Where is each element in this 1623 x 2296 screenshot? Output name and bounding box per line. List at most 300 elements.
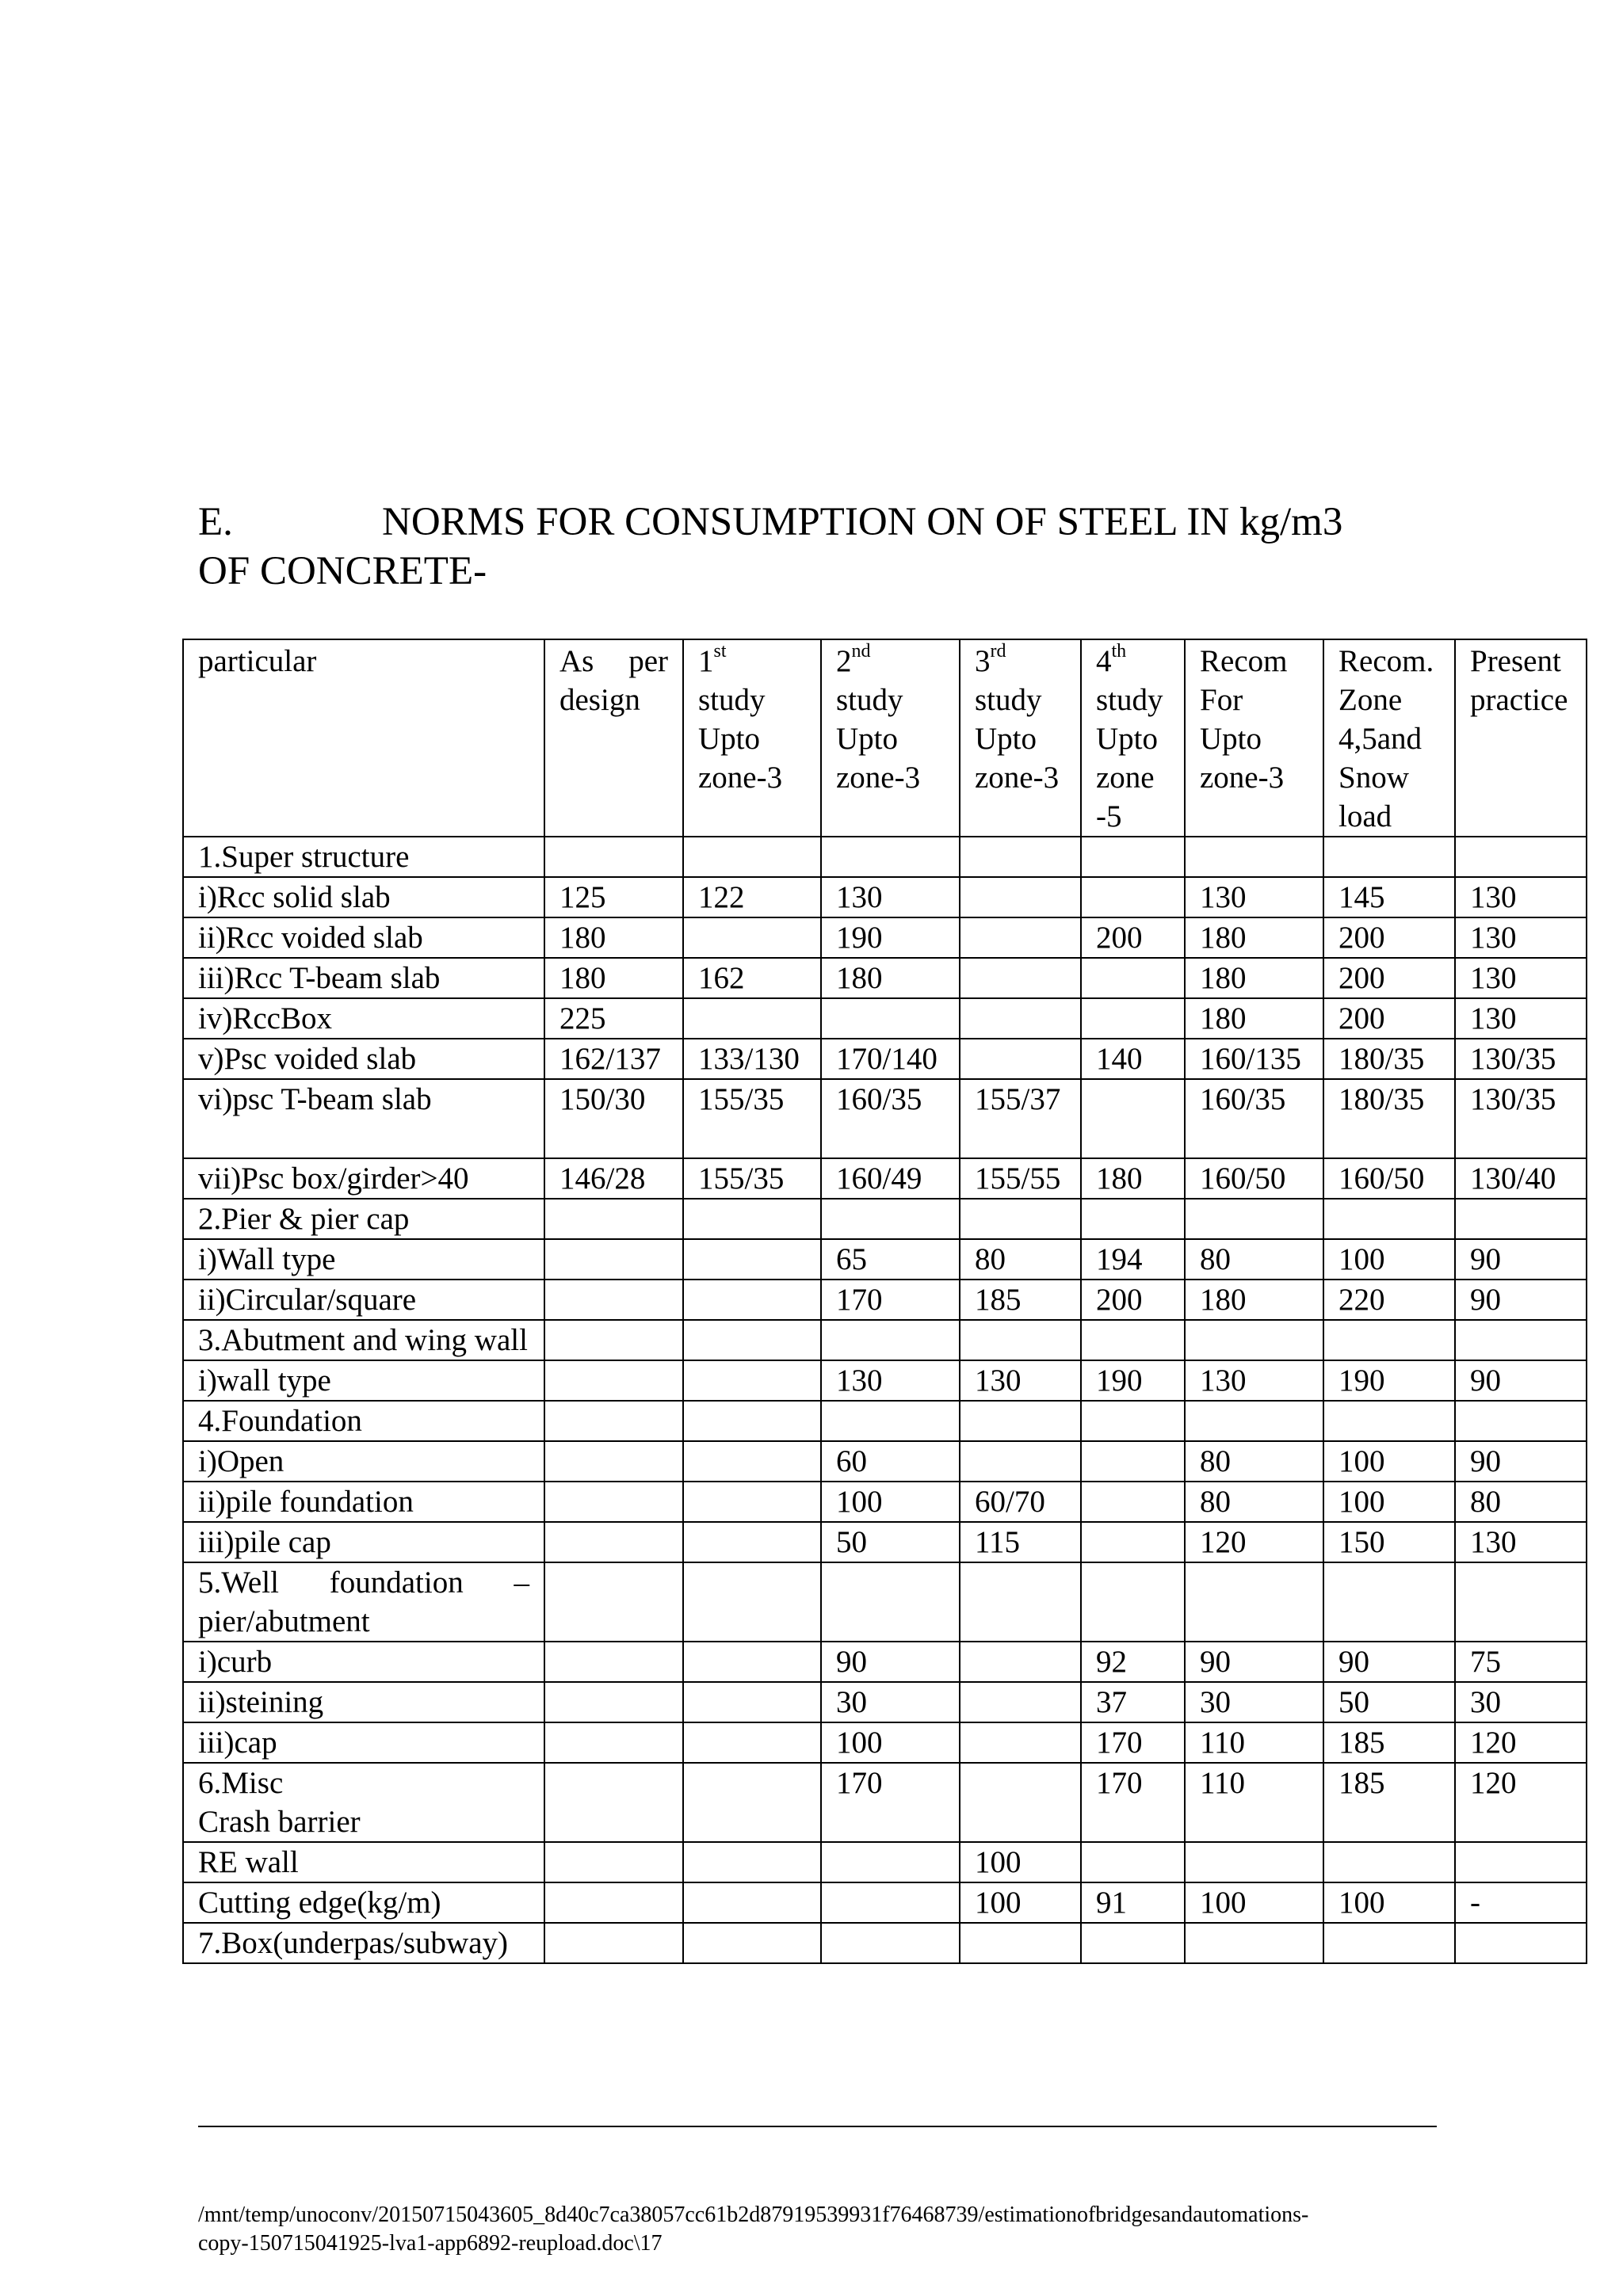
value-cell: 200: [1323, 917, 1455, 958]
value-cell: [1455, 1842, 1587, 1882]
value-cell: [821, 1199, 960, 1239]
header-row: [183, 639, 1587, 837]
value-cell: 90: [821, 1642, 960, 1682]
row-label-cell: iv)RccBox: [183, 998, 544, 1039]
value-cell: 130: [960, 1360, 1081, 1401]
section-heading: [198, 498, 1342, 596]
value-cell: [683, 1239, 821, 1280]
header-study-4-num: 4: [1096, 644, 1112, 678]
value-cell: 100: [960, 1842, 1081, 1882]
value-cell: [544, 1401, 683, 1441]
value-cell: [1455, 1199, 1587, 1239]
value-cell: 180: [544, 917, 683, 958]
value-cell: 160/35: [1185, 1079, 1323, 1119]
value-cell: [544, 1722, 683, 1763]
value-cell: 194: [1081, 1239, 1185, 1280]
header-particular: particular: [183, 639, 544, 837]
value-cell: [683, 1441, 821, 1482]
value-cell: 170/140: [821, 1039, 960, 1079]
header-study-3-num: 3: [975, 644, 991, 678]
value-cell: [683, 837, 821, 877]
value-cell: 162/137: [544, 1039, 683, 1079]
header-study-4: [1081, 639, 1185, 837]
value-cell: 130: [1455, 958, 1587, 998]
value-cell: 30: [1185, 1682, 1323, 1722]
value-cell: 90: [1455, 1239, 1587, 1280]
value-cell: [1081, 1320, 1185, 1360]
value-cell: 125: [544, 877, 683, 917]
value-cell: [1455, 1562, 1587, 1642]
value-cell: 65: [821, 1239, 960, 1280]
header-present-line: practice: [1470, 683, 1568, 717]
value-cell: [683, 1763, 821, 1802]
value-cell: -: [1455, 1882, 1587, 1923]
value-cell: [544, 1842, 683, 1882]
value-cell: [544, 1682, 683, 1722]
table-row: [183, 1360, 1587, 1401]
value-cell: [960, 1320, 1081, 1360]
value-cell: 80: [1185, 1482, 1323, 1522]
value-cell: [1185, 1401, 1323, 1441]
value-cell: 150: [1323, 1522, 1455, 1562]
value-cell: [960, 1199, 1081, 1239]
value-cell: [960, 917, 1081, 958]
table-row: [183, 1682, 1587, 1722]
value-cell: 190: [1081, 1360, 1185, 1401]
value-cell: [1185, 1562, 1323, 1642]
table-row: [183, 1802, 1587, 1842]
value-cell: 225: [544, 998, 683, 1039]
header-study-2-sup: nd: [851, 641, 871, 662]
value-cell: [1185, 837, 1323, 877]
header-study-1-line: study: [698, 683, 766, 717]
value-cell: 155/35: [683, 1158, 821, 1199]
table-row: [183, 1882, 1587, 1923]
value-cell: 130: [1185, 877, 1323, 917]
header-present-practice: [1455, 639, 1587, 837]
value-cell: [1081, 1199, 1185, 1239]
value-cell: 75: [1455, 1642, 1587, 1682]
table-row: [183, 1239, 1587, 1280]
value-cell: 60: [821, 1441, 960, 1482]
value-cell: 146/28: [544, 1158, 683, 1199]
row-label-cell: iii)cap: [183, 1722, 544, 1763]
value-cell: 50: [821, 1522, 960, 1562]
header-study-4-line: -5: [1096, 799, 1122, 833]
value-cell: 180: [1185, 998, 1323, 1039]
table-row: [183, 1039, 1587, 1079]
value-cell: [821, 998, 960, 1039]
value-cell: [960, 998, 1081, 1039]
header-study-2: [821, 639, 960, 837]
header-study-2-line: Upto: [836, 722, 898, 756]
header-study-3: [960, 639, 1081, 837]
value-cell: 180: [1185, 917, 1323, 958]
table-row: [183, 1079, 1587, 1119]
value-cell: [544, 1320, 683, 1360]
header-study-1-sup: st: [713, 641, 727, 662]
value-cell: [1323, 1401, 1455, 1441]
value-cell: 185: [1323, 1722, 1455, 1763]
footer-path: [198, 2201, 1450, 2258]
value-cell: [960, 1039, 1081, 1079]
empty-cell: [821, 1119, 960, 1158]
header-study-4-line: study: [1096, 683, 1163, 717]
table-row: [183, 1763, 1587, 1802]
value-cell: [960, 1722, 1081, 1763]
value-cell: [683, 1842, 821, 1882]
value-cell: 180: [821, 958, 960, 998]
value-cell: [683, 998, 821, 1039]
header-design: design: [559, 683, 640, 717]
value-cell: [960, 1682, 1081, 1722]
value-cell: 90: [1455, 1441, 1587, 1482]
header-recom-line: Recom: [1200, 644, 1288, 678]
value-cell: [1081, 1401, 1185, 1441]
value-cell: 90: [1455, 1280, 1587, 1320]
value-cell: [544, 1763, 683, 1802]
header-recom: [1185, 639, 1323, 837]
value-cell: 185: [960, 1280, 1081, 1320]
value-cell: [544, 1802, 683, 1842]
table-body: [183, 837, 1587, 1963]
table-row: [183, 1642, 1587, 1682]
value-cell: 80: [1185, 1441, 1323, 1482]
header-recom-zone-line: load: [1338, 799, 1392, 833]
row-label-cell: iii)Rcc T-beam slab: [183, 958, 544, 998]
value-cell: [1185, 1320, 1323, 1360]
header-recom-zone-line: 4,5and: [1338, 722, 1423, 756]
table-row: [183, 1441, 1587, 1482]
header-recom-zone-line: Recom.: [1338, 644, 1434, 678]
value-cell: 100: [1323, 1482, 1455, 1522]
value-cell: [544, 1882, 683, 1923]
value-cell: [960, 1763, 1081, 1802]
header-study-1-line: Upto: [698, 722, 760, 756]
row-label-cell: ii)pile foundation: [183, 1482, 544, 1522]
value-cell: 80: [1455, 1482, 1587, 1522]
row-label-cell: ii)Circular/square: [183, 1280, 544, 1320]
value-cell: [960, 1441, 1081, 1482]
value-cell: 90: [1455, 1360, 1587, 1401]
table-row: [183, 837, 1587, 877]
header-study-1: [683, 639, 821, 837]
row-label-cell: Cutting edge(kg/m): [183, 1882, 544, 1923]
value-cell: 80: [1185, 1239, 1323, 1280]
value-cell: 110: [1185, 1763, 1323, 1802]
value-cell: [821, 1562, 960, 1642]
spacer-row: [183, 1119, 1587, 1158]
value-cell: [1185, 1199, 1323, 1239]
value-cell: 100: [1323, 1882, 1455, 1923]
value-cell: [683, 1923, 821, 1963]
value-cell: [1323, 1562, 1455, 1642]
value-cell: [960, 1802, 1081, 1842]
header-study-3-line: zone-3: [975, 761, 1060, 795]
value-cell: [683, 1522, 821, 1562]
row-label-cell: RE wall: [183, 1842, 544, 1882]
row-label-cell: i)Open: [183, 1441, 544, 1482]
value-cell: 50: [1323, 1682, 1455, 1722]
empty-cell: [1081, 1119, 1185, 1158]
value-cell: [821, 1882, 960, 1923]
header-study-4-line: Upto: [1096, 722, 1158, 756]
header-recom-zone-line: Zone: [1338, 683, 1403, 717]
value-cell: [960, 877, 1081, 917]
value-cell: [960, 1562, 1081, 1642]
value-cell: 100: [1323, 1239, 1455, 1280]
value-cell: [683, 1320, 821, 1360]
table-row: [183, 998, 1587, 1039]
value-cell: 30: [1455, 1682, 1587, 1722]
value-cell: 220: [1323, 1280, 1455, 1320]
row-label-cell: 4.Foundation: [183, 1401, 544, 1441]
value-cell: 160/135: [1185, 1039, 1323, 1079]
value-cell: [1081, 1441, 1185, 1482]
value-cell: 200: [1081, 1280, 1185, 1320]
value-cell: 180/35: [1323, 1079, 1455, 1119]
row-label-cell: i)Wall type: [183, 1239, 544, 1280]
value-cell: 160/50: [1185, 1158, 1323, 1199]
value-cell: [544, 1482, 683, 1522]
value-cell: [960, 1642, 1081, 1682]
value-cell: [1455, 1320, 1587, 1360]
value-cell: [960, 1923, 1081, 1963]
table-row: [183, 1562, 1587, 1642]
value-cell: 145: [1323, 877, 1455, 917]
empty-cell: [1185, 1119, 1323, 1158]
row-label-cell: vii)Psc box/girder>40: [183, 1158, 544, 1199]
value-cell: 155/35: [683, 1079, 821, 1119]
value-cell: 60/70: [960, 1482, 1081, 1522]
value-cell: [544, 1239, 683, 1280]
row-label-cell: Crash barrier: [183, 1802, 544, 1842]
table-row: [183, 1842, 1587, 1882]
heading-line-1: [198, 498, 1342, 547]
value-cell: 155/37: [960, 1079, 1081, 1119]
header-study-2-num: 2: [836, 644, 852, 678]
value-cell: [683, 917, 821, 958]
value-cell: [1185, 1923, 1323, 1963]
empty-cell: [1323, 1119, 1455, 1158]
value-cell: 185: [1323, 1763, 1455, 1802]
header-recom-zone-line: Snow: [1338, 761, 1409, 795]
value-cell: [1081, 877, 1185, 917]
value-cell: 120: [1455, 1722, 1587, 1763]
header-study-1-num: 1: [698, 644, 714, 678]
row-label-cell: 5.Well foundation – pier/abutment: [183, 1562, 544, 1642]
value-cell: [1455, 1401, 1587, 1441]
table-row: [183, 1280, 1587, 1320]
value-cell: 30: [821, 1682, 960, 1722]
value-cell: [544, 1360, 683, 1401]
value-cell: [544, 1280, 683, 1320]
value-cell: [544, 1522, 683, 1562]
row-label-cell: i)curb: [183, 1642, 544, 1682]
value-cell: [544, 1642, 683, 1682]
value-cell: 160/35: [821, 1079, 960, 1119]
value-cell: 100: [1185, 1882, 1323, 1923]
value-cell: [1081, 1842, 1185, 1882]
value-cell: 100: [960, 1882, 1081, 1923]
header-study-3-line: Upto: [975, 722, 1037, 756]
value-cell: [821, 1802, 960, 1842]
value-cell: 180/35: [1323, 1039, 1455, 1079]
value-cell: [683, 1882, 821, 1923]
header-recom-zone: [1323, 639, 1455, 837]
row-label-cell: 6.Misc: [183, 1763, 544, 1802]
value-cell: 200: [1081, 917, 1185, 958]
row-label-cell: 3.Abutment and wing wall: [183, 1320, 544, 1360]
table-row: [183, 1158, 1587, 1199]
value-cell: [960, 837, 1081, 877]
value-cell: [821, 837, 960, 877]
value-cell: 110: [1185, 1722, 1323, 1763]
value-cell: 155/55: [960, 1158, 1081, 1199]
empty-cell: [183, 1119, 544, 1158]
value-cell: 130/35: [1455, 1039, 1587, 1079]
value-cell: [544, 1562, 683, 1642]
header-study-3-sup: rd: [990, 641, 1006, 662]
value-cell: [1323, 1802, 1455, 1842]
footer-line-1: /mnt/temp/unoconv/20150715043605_8d40c7ca38057cc61b2d87919539931f76468739/estimationofbridgesandautomations-: [198, 2203, 1309, 2227]
value-cell: 130: [821, 1360, 960, 1401]
header-study-2-line: zone-3: [836, 761, 921, 795]
value-cell: [1081, 837, 1185, 877]
value-cell: 122: [683, 877, 821, 917]
value-cell: 90: [1323, 1642, 1455, 1682]
value-cell: 130: [1455, 877, 1587, 917]
header-study-3-line: study: [975, 683, 1042, 717]
value-cell: [1081, 1923, 1185, 1963]
header-recom-line: zone-3: [1200, 761, 1285, 795]
value-cell: [960, 1401, 1081, 1441]
value-cell: [1081, 958, 1185, 998]
row-label-cell: v)Psc voided slab: [183, 1039, 544, 1079]
value-cell: [821, 1842, 960, 1882]
value-cell: 170: [1081, 1763, 1185, 1802]
value-cell: [544, 1199, 683, 1239]
value-cell: 133/130: [683, 1039, 821, 1079]
value-cell: [683, 1360, 821, 1401]
value-cell: 140: [1081, 1039, 1185, 1079]
value-cell: 200: [1323, 998, 1455, 1039]
value-cell: 100: [821, 1482, 960, 1522]
row-label-cell: 2.Pier & pier cap: [183, 1199, 544, 1239]
value-cell: [683, 1642, 821, 1682]
value-cell: 130: [1455, 1522, 1587, 1562]
footer-rule: [198, 2126, 1437, 2127]
value-cell: [683, 1199, 821, 1239]
value-cell: [960, 958, 1081, 998]
footer-line-2: copy-150715041925-lva1-app6892-reupload.doc\17: [198, 2231, 663, 2256]
value-cell: 130: [1455, 998, 1587, 1039]
header-study-1-line: zone-3: [698, 761, 783, 795]
table-row: [183, 877, 1587, 917]
value-cell: [683, 1482, 821, 1522]
value-cell: [1323, 1842, 1455, 1882]
table-row: [183, 1320, 1587, 1360]
value-cell: [544, 1441, 683, 1482]
header-study-2-line: study: [836, 683, 903, 717]
value-cell: [683, 1401, 821, 1441]
value-cell: [821, 1320, 960, 1360]
steel-norms-table: [182, 639, 1587, 1964]
value-cell: 100: [1323, 1441, 1455, 1482]
value-cell: [821, 1923, 960, 1963]
value-cell: [683, 1280, 821, 1320]
value-cell: 180: [544, 958, 683, 998]
value-cell: 190: [821, 917, 960, 958]
value-cell: [1185, 1842, 1323, 1882]
value-cell: 190: [1323, 1360, 1455, 1401]
value-cell: [1185, 1802, 1323, 1842]
header-as-per-design: [544, 639, 683, 837]
value-cell: [683, 1722, 821, 1763]
value-cell: [1323, 1199, 1455, 1239]
value-cell: 80: [960, 1239, 1081, 1280]
empty-cell: [683, 1119, 821, 1158]
table-row: [183, 1401, 1587, 1441]
empty-cell: [544, 1119, 683, 1158]
row-label-cell: ii)steining: [183, 1682, 544, 1722]
value-cell: [1081, 1482, 1185, 1522]
table-row: [183, 958, 1587, 998]
value-cell: [821, 1401, 960, 1441]
value-cell: [544, 1923, 683, 1963]
header-as-per: As per: [559, 644, 668, 678]
value-cell: [1081, 1802, 1185, 1842]
table-row: [183, 1923, 1587, 1963]
value-cell: 37: [1081, 1682, 1185, 1722]
value-cell: 130: [1185, 1360, 1323, 1401]
row-label-cell: 1.Super structure: [183, 837, 544, 877]
row-label-cell: i)wall type: [183, 1360, 544, 1401]
value-cell: [1323, 1320, 1455, 1360]
value-cell: [544, 837, 683, 877]
table-row: [183, 1722, 1587, 1763]
value-cell: [683, 1562, 821, 1642]
value-cell: [1081, 1562, 1185, 1642]
value-cell: 92: [1081, 1642, 1185, 1682]
value-cell: 150/30: [544, 1079, 683, 1119]
heading-title: NORMS FOR CONSUMPTION ON OF STEEL IN kg/m3: [382, 500, 1343, 544]
table-row: [183, 1482, 1587, 1522]
value-cell: [1455, 837, 1587, 877]
value-cell: [1081, 1079, 1185, 1119]
value-cell: 100: [821, 1722, 960, 1763]
value-cell: 120: [1455, 1763, 1587, 1802]
value-cell: 180: [1185, 958, 1323, 998]
header-recom-line: Upto: [1200, 722, 1262, 756]
value-cell: [683, 1802, 821, 1842]
header-study-4-line: zone: [1096, 761, 1155, 795]
value-cell: 115: [960, 1522, 1081, 1562]
value-cell: 130: [821, 877, 960, 917]
value-cell: 180: [1081, 1158, 1185, 1199]
value-cell: 200: [1323, 958, 1455, 998]
section-letter: E.: [198, 500, 233, 544]
value-cell: 162: [683, 958, 821, 998]
row-label-cell: iii)pile cap: [183, 1522, 544, 1562]
value-cell: 170: [1081, 1722, 1185, 1763]
row-label-cell: i)Rcc solid slab: [183, 877, 544, 917]
empty-cell: [960, 1119, 1081, 1158]
value-cell: 180: [1185, 1280, 1323, 1320]
value-cell: [1081, 998, 1185, 1039]
value-cell: 130/35: [1455, 1079, 1587, 1119]
value-cell: 130/40: [1455, 1158, 1587, 1199]
